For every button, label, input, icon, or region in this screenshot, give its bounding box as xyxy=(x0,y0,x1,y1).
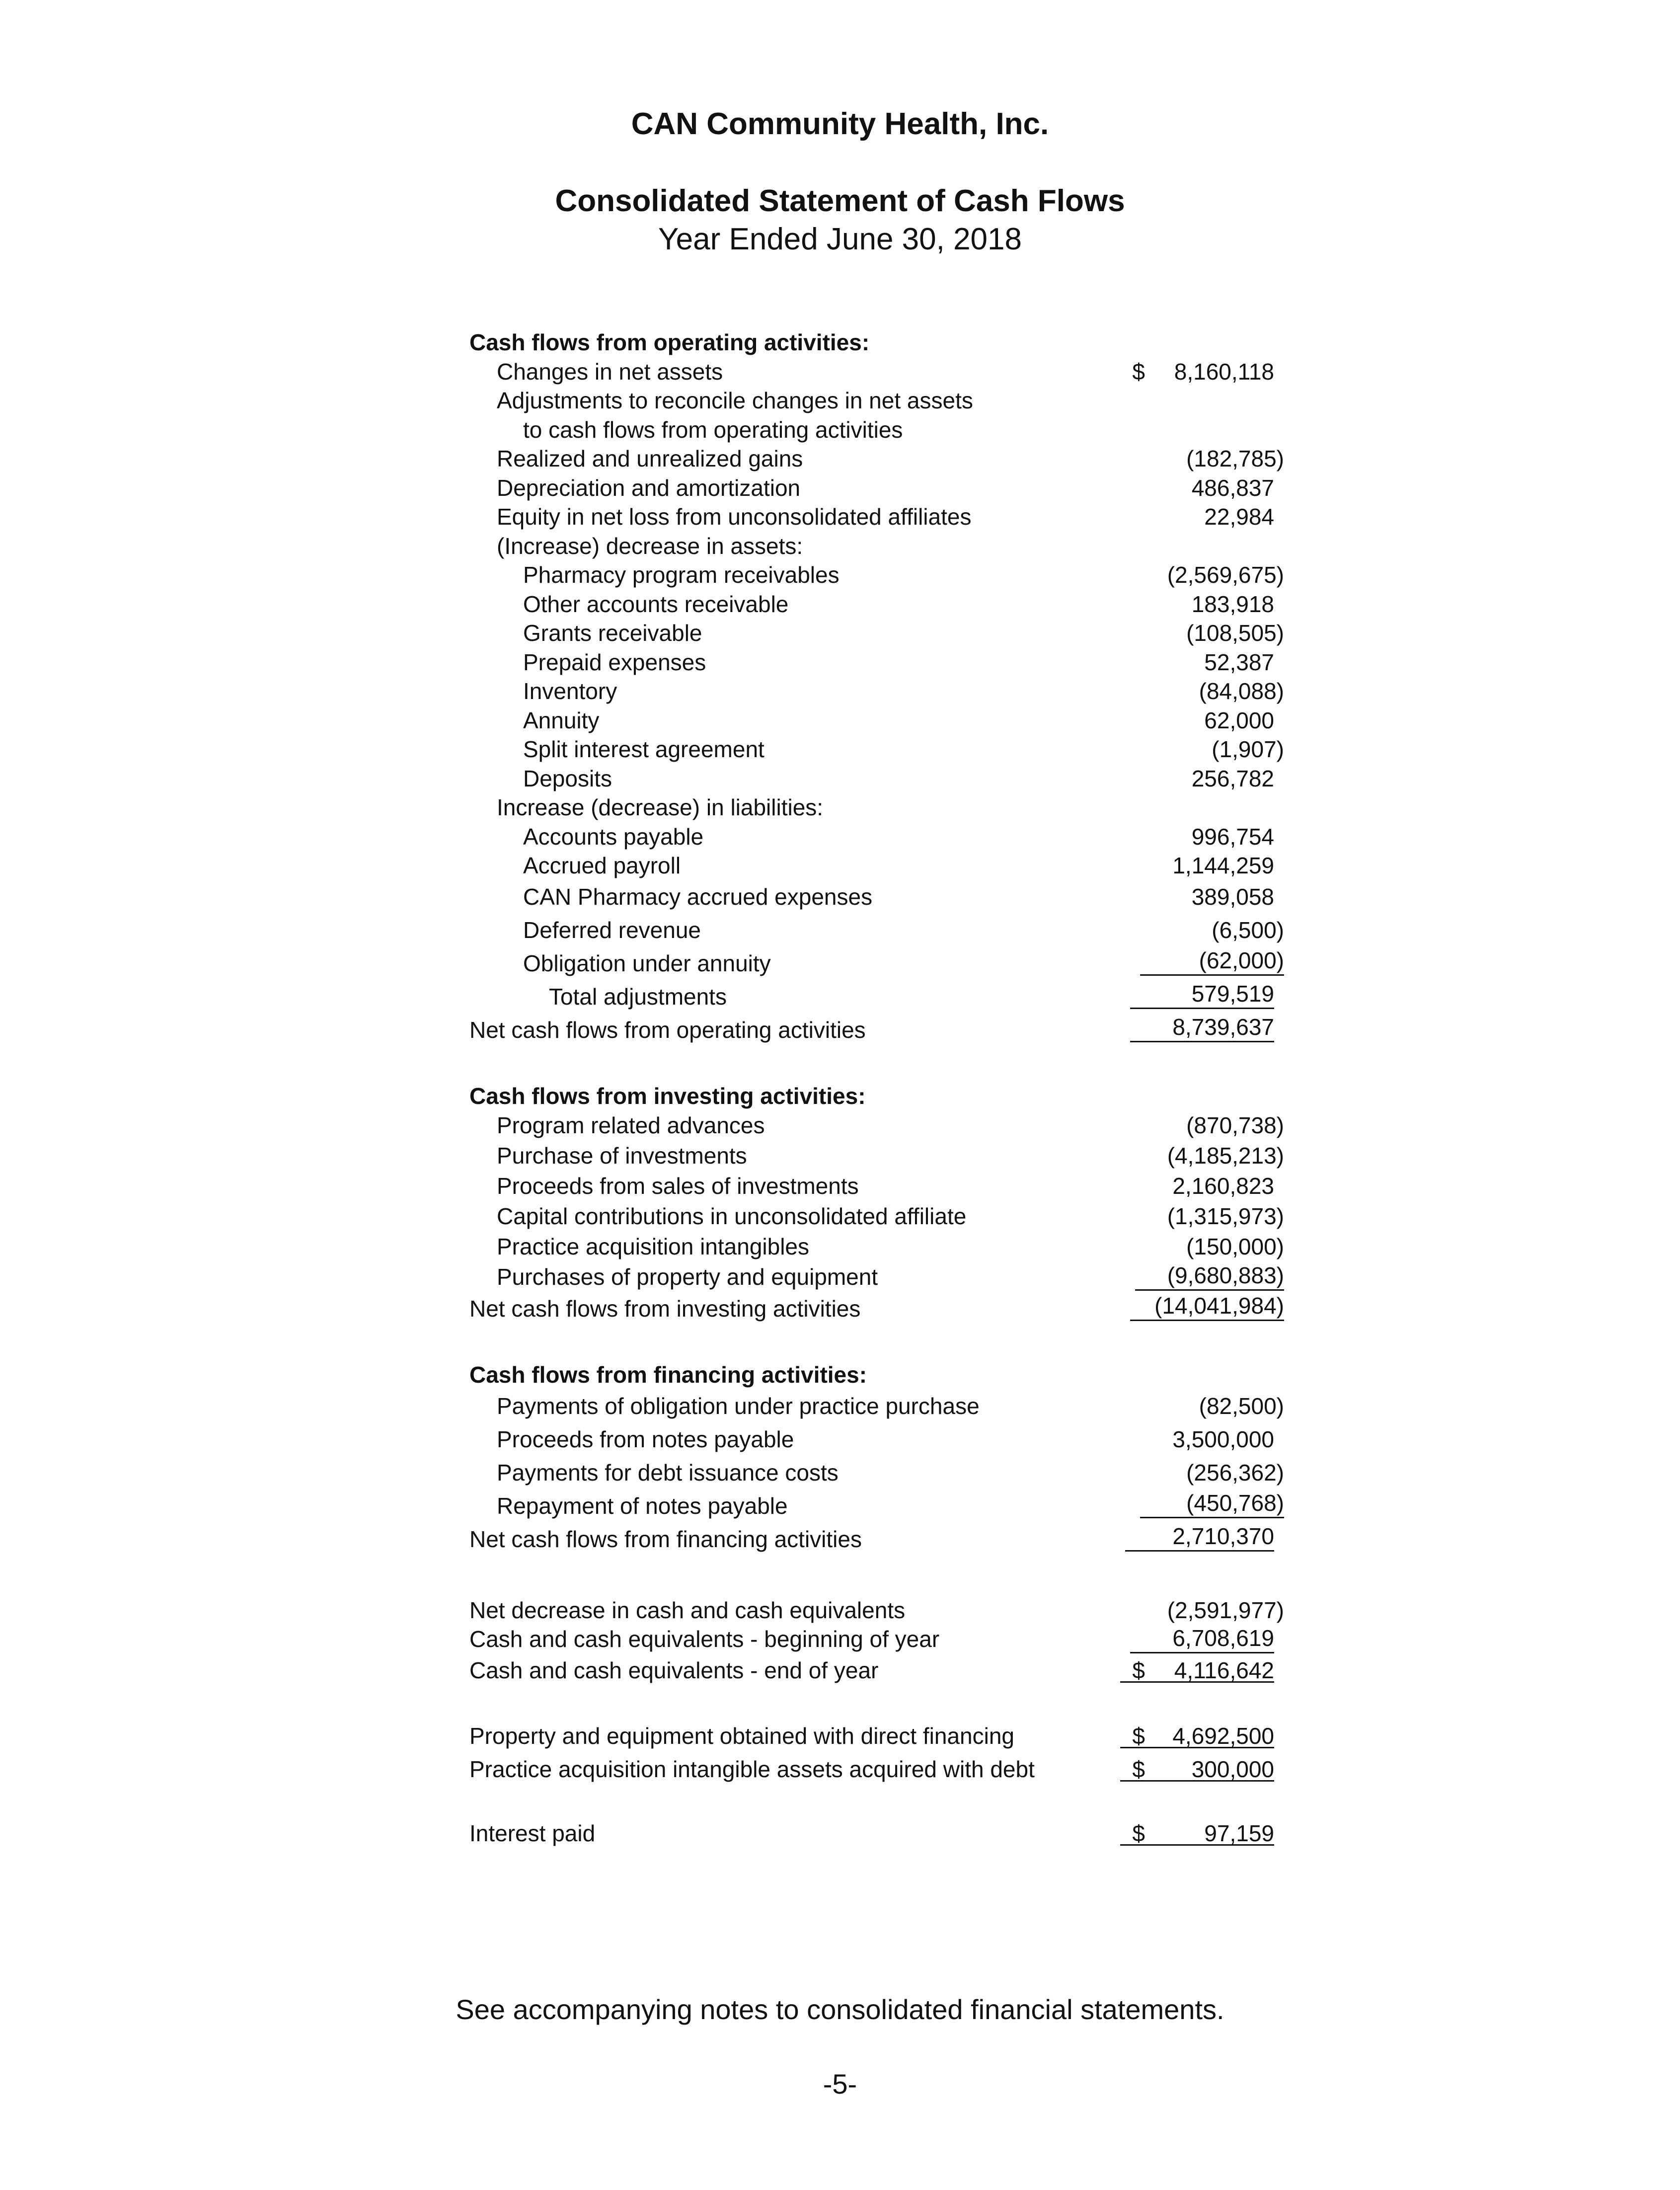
investing-heading: Cash flows from investing activities: xyxy=(469,1083,866,1109)
row-amount: (6,500) xyxy=(1212,917,1284,943)
currency-symbol: $ xyxy=(1132,1722,1145,1749)
statement-title: Consolidated Statement of Cash Flows xyxy=(555,184,1125,218)
table-row xyxy=(469,590,1284,619)
row-amount: (2,591,977) xyxy=(1167,1597,1284,1623)
total-row xyxy=(469,1292,1284,1326)
row-label: Practice acquisition intangible assets acquired with debt xyxy=(469,1756,1035,1782)
table-row xyxy=(469,532,1284,561)
row-label: Interest paid xyxy=(469,1820,596,1846)
row-label: Program related advances xyxy=(497,1112,765,1138)
row-amount: (1,907) xyxy=(1212,736,1284,762)
row-label: Obligation under annuity xyxy=(523,950,771,976)
row-label: Realized and unrealized gains xyxy=(497,446,803,471)
row-label: Deposits xyxy=(523,765,612,791)
row-label: Deferred revenue xyxy=(523,917,701,943)
row-amount: 8,739,637 xyxy=(1130,1014,1274,1042)
row-amount: 97,159 xyxy=(1204,1820,1274,1846)
row-amount: (2,569,675) xyxy=(1167,562,1284,588)
table-row xyxy=(469,473,1284,503)
table-row xyxy=(469,1171,1284,1201)
investing-heading-row xyxy=(469,1082,1284,1111)
table-row xyxy=(469,851,1284,880)
row-label: Cash and cash equivalents - end of year xyxy=(469,1657,879,1683)
currency-symbol: $ xyxy=(1132,1756,1145,1782)
table-row xyxy=(469,502,1284,532)
table-row xyxy=(469,1232,1284,1262)
table-row xyxy=(469,764,1284,793)
row-amount: 6,708,619 xyxy=(1130,1625,1274,1653)
row-label: Pharmacy program receivables xyxy=(523,562,840,588)
row-label: Property and equipment obtained with direct financing xyxy=(469,1722,1015,1749)
row-amount: 52,387 xyxy=(1204,649,1274,675)
page-number: -5- xyxy=(823,2068,857,2100)
table-row xyxy=(469,1596,1284,1625)
row-label: CAN Pharmacy accrued expenses xyxy=(523,883,873,910)
row-amount: 486,837 xyxy=(1191,474,1274,501)
table-row xyxy=(469,706,1284,735)
row-label: Other accounts receivable xyxy=(523,591,789,617)
financing-heading-row xyxy=(469,1360,1284,1390)
row-label: Grants receivable xyxy=(523,620,702,646)
company-name: CAN Community Health, Inc. xyxy=(631,107,1049,141)
table-row xyxy=(469,677,1284,706)
row-amount: (14,041,984) xyxy=(1130,1292,1284,1321)
table-row xyxy=(469,1625,1284,1654)
row-label: to cash flows from operating activities xyxy=(523,416,903,443)
table-row xyxy=(469,415,1284,445)
row-label: Proceeds from sales of investments xyxy=(497,1173,859,1199)
cash-flow-table xyxy=(469,328,1284,1850)
row-amount: (9,680,883) xyxy=(1135,1262,1284,1291)
row-label: Capital contributions in unconsolidated affiliate xyxy=(497,1203,967,1229)
row-label: Equity in net loss from unconsolidated affiliates xyxy=(497,504,972,530)
row-label: Net cash flows from financing activities xyxy=(469,1526,862,1552)
row-label: Increase (decrease) in liabilities: xyxy=(497,794,824,820)
row-label: Changes in net assets xyxy=(497,358,723,385)
row-amount: 579,519 xyxy=(1130,980,1274,1009)
statement-period: Year Ended June 30, 2018 xyxy=(658,222,1022,256)
row-amount: 4,116,642 xyxy=(1174,1657,1274,1683)
table-row xyxy=(469,1201,1284,1232)
footer-note: See accompanying notes to consolidated financial statements. xyxy=(456,1994,1224,2025)
table-row xyxy=(469,822,1284,852)
table-row xyxy=(469,793,1284,822)
row-amount: 300,000 xyxy=(1191,1756,1274,1782)
row-amount: (150,000) xyxy=(1186,1234,1284,1259)
row-label: Split interest agreement xyxy=(523,736,764,762)
row-label: (Increase) decrease in assets: xyxy=(497,533,803,559)
row-label: Purchase of investments xyxy=(497,1143,747,1169)
row-amount: 3,500,000 xyxy=(1172,1426,1274,1452)
table-row xyxy=(469,1753,1284,1786)
row-amount: (4,185,213) xyxy=(1167,1143,1284,1169)
table-row xyxy=(469,1423,1284,1456)
row-label: Accounts payable xyxy=(523,823,704,850)
row-label: Repayment of notes payable xyxy=(497,1492,788,1519)
row-label: Proceeds from notes payable xyxy=(497,1426,794,1452)
table-row xyxy=(469,1456,1284,1489)
row-amount: (62,000) xyxy=(1140,947,1284,976)
row-amount: (870,738) xyxy=(1186,1112,1284,1138)
table-row xyxy=(469,947,1284,980)
subtotal-row xyxy=(469,980,1284,1014)
row-amount: 256,782 xyxy=(1191,765,1274,791)
row-label: Cash and cash equivalents - beginning of year xyxy=(469,1626,940,1652)
row-amount: (256,362) xyxy=(1186,1459,1284,1486)
total-row xyxy=(469,1014,1284,1047)
row-amount: 2,160,823 xyxy=(1172,1173,1274,1199)
table-row xyxy=(469,357,1284,387)
row-amount: 8,160,118 xyxy=(1174,358,1274,385)
row-label: Net decrease in cash and cash equivalents xyxy=(469,1597,906,1623)
row-amount: 996,754 xyxy=(1191,823,1274,850)
row-label: Prepaid expenses xyxy=(523,649,706,675)
row-label: Purchases of property and equipment xyxy=(497,1264,878,1290)
table-row xyxy=(469,735,1284,764)
table-row xyxy=(469,1390,1284,1423)
table-row xyxy=(469,1720,1284,1753)
currency-symbol: $ xyxy=(1132,1820,1145,1846)
table-row xyxy=(469,619,1284,648)
table-row xyxy=(469,1110,1284,1141)
total-row xyxy=(469,1523,1284,1556)
table-row xyxy=(469,648,1284,677)
table-row xyxy=(469,444,1284,473)
row-amount: 4,692,500 xyxy=(1172,1722,1274,1749)
row-label: Net cash flows from operating activities xyxy=(469,1017,866,1043)
row-label: Net cash flows from investing activities xyxy=(469,1296,861,1322)
currency-symbol: $ xyxy=(1132,358,1145,385)
financing-heading: Cash flows from financing activities: xyxy=(469,1362,867,1388)
row-label: Depreciation and amortization xyxy=(497,474,801,501)
row-label: Inventory xyxy=(523,678,617,704)
table-row xyxy=(469,1141,1284,1171)
total-row xyxy=(469,1654,1284,1687)
operating-heading: Cash flows from operating activities: xyxy=(469,329,870,355)
row-amount: (1,315,973) xyxy=(1167,1203,1284,1229)
table-row xyxy=(469,914,1284,947)
row-amount: (182,785) xyxy=(1186,446,1284,471)
table-row xyxy=(469,386,1284,415)
currency-symbol: $ xyxy=(1132,1657,1145,1683)
row-amount: (84,088) xyxy=(1199,678,1284,704)
row-label: Annuity xyxy=(523,707,600,733)
row-label: Accrued payroll xyxy=(523,853,681,878)
row-amount: 183,918 xyxy=(1191,591,1274,617)
row-amount: (108,505) xyxy=(1186,620,1284,646)
row-amount: (450,768) xyxy=(1140,1489,1284,1518)
row-label: Total adjustments xyxy=(549,983,727,1010)
table-row xyxy=(469,1817,1284,1850)
operating-heading-row xyxy=(469,328,1284,357)
table-row xyxy=(469,880,1284,914)
row-label: Adjustments to reconcile changes in net assets xyxy=(497,388,973,413)
table-row xyxy=(469,1262,1284,1292)
row-amount: 389,058 xyxy=(1191,883,1274,910)
row-amount: 1,144,259 xyxy=(1172,853,1274,878)
row-label: Practice acquisition intangibles xyxy=(497,1234,810,1259)
row-amount: 22,984 xyxy=(1204,504,1274,530)
row-amount: (82,500) xyxy=(1199,1393,1284,1419)
row-amount: 62,000 xyxy=(1204,707,1274,733)
table-row xyxy=(469,560,1284,590)
row-amount: 2,710,370 xyxy=(1125,1523,1274,1552)
table-row xyxy=(469,1489,1284,1523)
row-label: Payments of obligation under practice purchase xyxy=(497,1393,980,1419)
row-label: Payments for debt issuance costs xyxy=(497,1459,839,1486)
